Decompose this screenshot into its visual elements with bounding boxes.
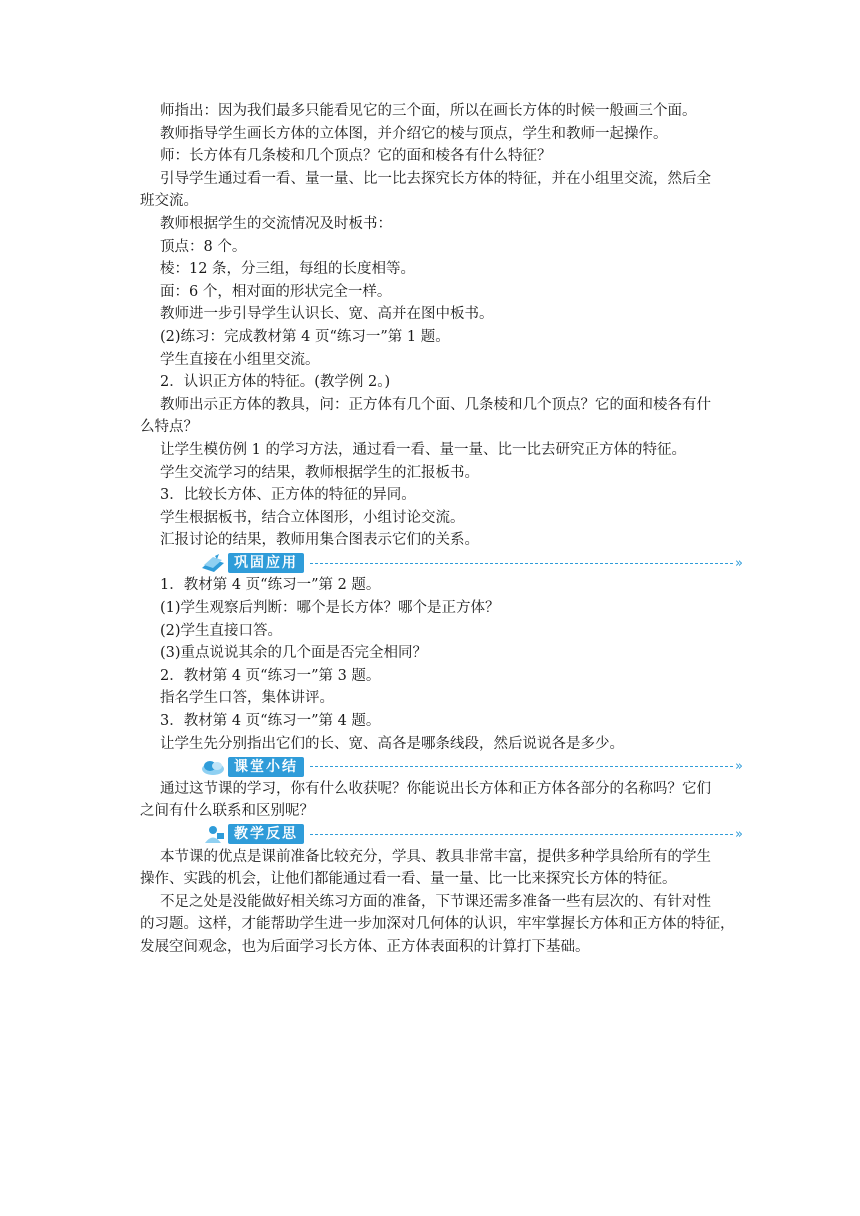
text-line: 让学生先分别指出它们的长、宽、高各是哪条线段，然后说说各是多少。 xyxy=(160,735,624,752)
text-line: (3)重点说说其余的几个面是否完全相同？ xyxy=(160,645,428,662)
chevron-right-icon: » xyxy=(735,555,740,571)
text-line: 棱：12 条，分三组，每组的长度相等。 xyxy=(160,261,416,278)
text-line: 1．教材第 4 页“练习一”第 2 题。 xyxy=(160,577,381,594)
text-line: (2)练习：完成教材第 4 页“练习一”第 1 题。 xyxy=(160,328,450,345)
text-line: 3．教材第 4 页“练习一”第 4 题。 xyxy=(160,713,381,730)
section-header-summary xyxy=(200,755,740,778)
text-line: 学生交流学习的结果，教师根据学生的汇报板书。 xyxy=(160,464,479,481)
text-line: 之间有什么联系和区别呢？ xyxy=(140,803,314,820)
text-line: 顶点：8 个。 xyxy=(160,238,247,255)
section-title: 巩固应用 xyxy=(228,553,304,573)
book-icon xyxy=(200,553,226,573)
text-line: 3．比较长方体、正方体的特征的异同。 xyxy=(160,487,416,504)
text-line: 操作、实践的机会，让他们都能通过看一看、量一量、比一比来探究长方体的特征。 xyxy=(140,871,677,888)
text-line: 2．认识正方体的特征。(教学例 2。) xyxy=(160,374,391,391)
dashed-divider xyxy=(310,563,733,564)
text-line: 教师进一步引导学生认识长、宽、高并在图中板书。 xyxy=(160,306,494,323)
text-line: (2)学生直接口答。 xyxy=(160,622,283,639)
text-line: 指名学生口答，集体讲评。 xyxy=(160,690,334,707)
section-title: 教学反思 xyxy=(228,824,304,844)
text-line: 的习题。这样，才能帮助学生进一步加深对几何体的认识，牢牢掌握长方体和正方体的特征， xyxy=(140,916,735,933)
text-line: 让学生模仿例 1 的学习方法，通过看一看、量一量、比一比去研究正方体的特征。 xyxy=(160,441,686,458)
text-line: 教师根据学生的交流情况及时板书： xyxy=(160,215,392,232)
chevron-right-icon: » xyxy=(735,759,740,775)
text-line: 教师指导学生画长方体的立体图，并介绍它的棱与顶点，学生和教师一起操作。 xyxy=(160,125,668,142)
text-line: 引导学生通过看一看、量一量、比一比去探究长方体的特征，并在小组里交流，然后全 xyxy=(160,170,711,187)
teacher-icon xyxy=(200,824,226,844)
text-line: 本节课的优点是课前准备比较充分，学具、教具非常丰富，提供多种学具给所有的学生 xyxy=(160,848,711,865)
text-line: 通过这节课的学习，你有什么收获呢？你能说出长方体和正方体各部分的名称吗？它们 xyxy=(160,780,711,797)
text-line: (1)学生观察后判断：哪个是长方体？哪个是正方体？ xyxy=(160,600,500,617)
text-line: 学生直接在小组里交流。 xyxy=(160,351,320,368)
text-line: 师：长方体有几条棱和几个顶点？它的面和棱各有什么特征？ xyxy=(160,148,552,165)
text-line: 教师出示正方体的教具，问：正方体有几个面、几条棱和几个顶点？它的面和棱各有什 xyxy=(160,396,711,413)
section-header-consolidate xyxy=(200,552,740,575)
text-line: 师指出：因为我们最多只能看见它的三个面，所以在画长方体的时候一般画三个面。 xyxy=(160,103,697,119)
cloud-icon xyxy=(200,757,226,777)
section-header-reflection xyxy=(200,823,740,846)
dashed-divider xyxy=(310,834,733,835)
text-line: 发展空间观念，也为后面学习长方体、正方体表面积的计算打下基础。 xyxy=(140,938,590,955)
text-line: 班交流。 xyxy=(140,193,198,210)
text-line: 学生根据板书，结合立体图形，小组讨论交流。 xyxy=(160,509,465,526)
text-line: 么特点？ xyxy=(140,419,198,436)
text-line: 2．教材第 4 页“练习一”第 3 题。 xyxy=(160,667,381,684)
text-line: 不足之处是没能做好相关练习方面的准备，下节课还需多准备一些有层次的、有针对性 xyxy=(160,893,711,910)
dashed-divider xyxy=(310,766,733,767)
text-line: 面：6 个，相对面的形状完全一样。 xyxy=(160,283,392,300)
text-line: 汇报讨论的结果，教师用集合图表示它们的关系。 xyxy=(160,532,479,549)
document-body xyxy=(140,100,740,959)
chevron-right-icon: » xyxy=(735,826,740,842)
section-title: 课堂小结 xyxy=(228,757,304,777)
